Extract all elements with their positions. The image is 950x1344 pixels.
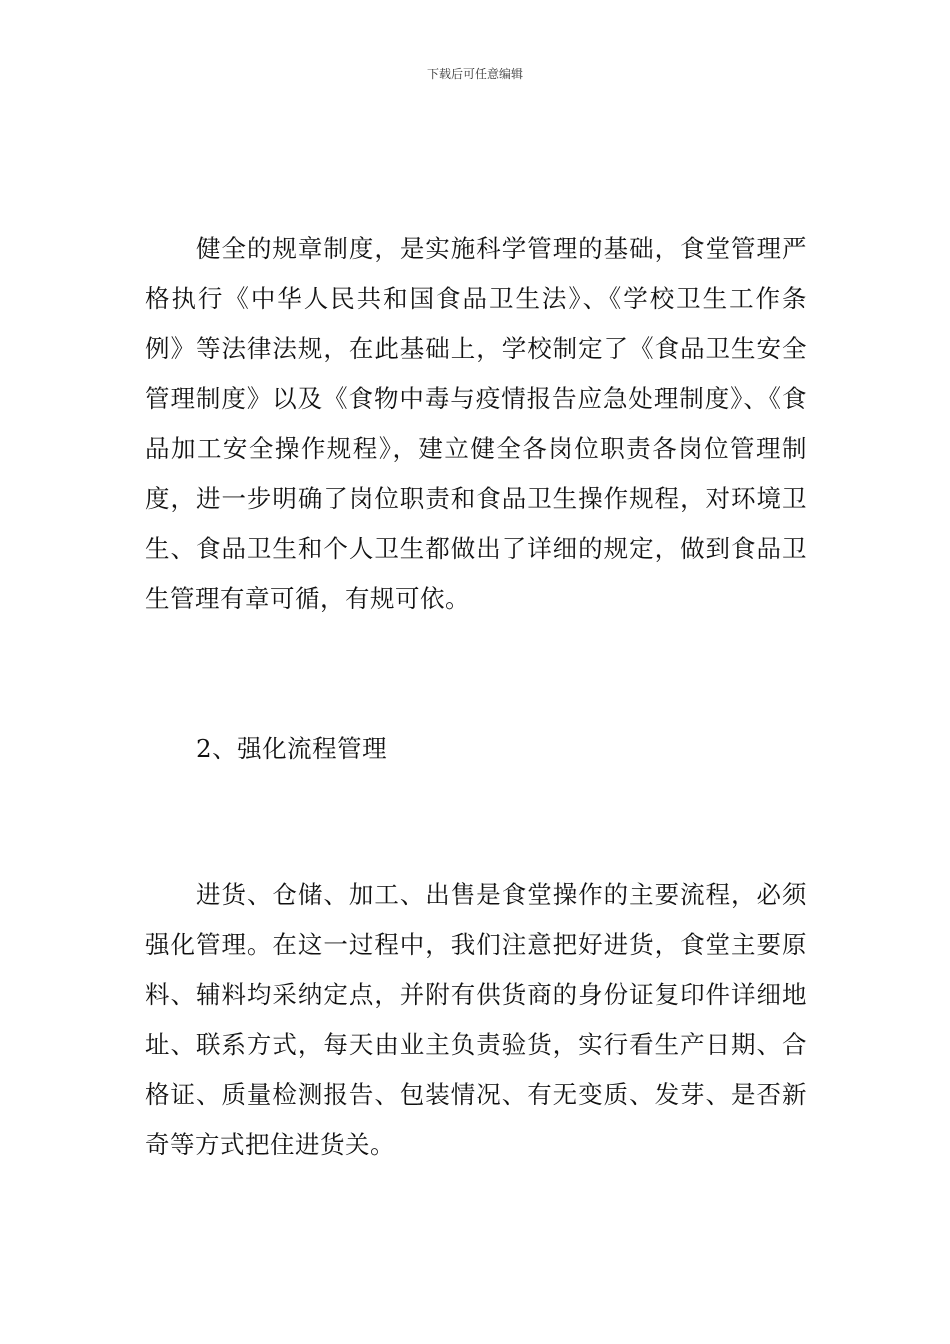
page-header: 下载后可任意编辑 [426, 67, 523, 81]
paragraph-regulations: 健全的规章制度，是实施科学管理的基础，食堂管理严格执行《中华人民共和国食品卫生法》、《学校卫生工作条例》等法律法规，在此基础上，学校制定了《食品卫生安全管理制度》以及《食物中毒与疫情报告应急处理制度》、《食品加工安全操作规程》，建立健全各岗位职责各岗位管理制度，进一步明确了岗位职责和食品卫生操作规程，对环境卫生、食品卫生和个人卫生都做出了详细的规定，做到食品卫生管理有章可循，有规可依。 [145, 234, 807, 613]
paragraph-process: 进货、仓储、加工、出售是食堂操作的主要流程，必须强化管理。在这一过程中，我们注意把好进货，食堂主要原料、辅料均采纳定点，并附有供货商的身份证复印件详细地址、联系方式，每天由业主负责验货，实行看生产日期、合格证、质量检测报告、包装情况、有无变质、发芽、是否新奇等方式把住进货关。 [145, 880, 807, 1159]
section-heading: 2、强化流程管理 [196, 734, 388, 763]
